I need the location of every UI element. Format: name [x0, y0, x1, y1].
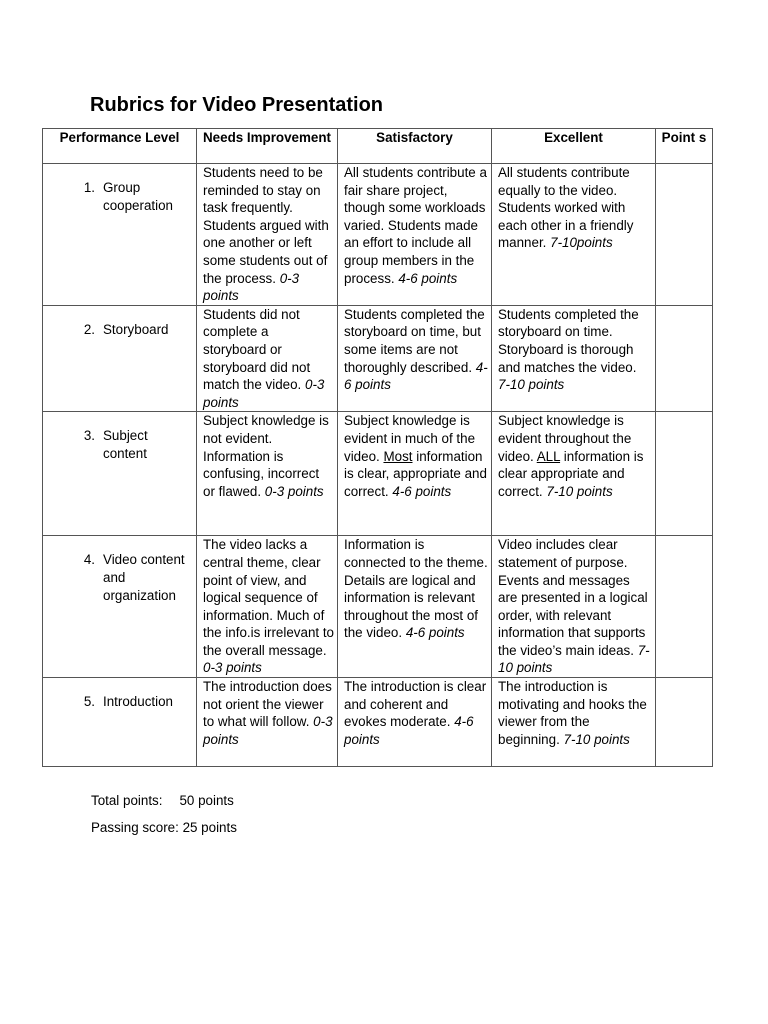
performance-level-name: Video content and organization — [103, 552, 185, 603]
row-number: 5. — [83, 694, 95, 710]
rubric-table — [42, 128, 713, 767]
criteria-text: Students completed the storyboard on time, but some items are not thoroughly described. — [344, 306, 485, 375]
passing-score — [91, 819, 237, 837]
excellent-cell — [492, 678, 656, 767]
performance-level-cell — [43, 412, 197, 536]
points-range: 0-3 points — [203, 714, 333, 747]
needs-improvement-cell — [197, 678, 338, 767]
excellent-cell — [492, 412, 656, 536]
points-range: 7-10 points — [546, 483, 613, 499]
total-points — [91, 792, 234, 810]
points-range: 0-3 points — [264, 483, 324, 499]
page-title: Rubrics for Video Presentation — [90, 94, 384, 116]
criteria-text: information is clear, appropriate and correct. — [344, 448, 487, 499]
total-points-value: 50 points — [179, 793, 234, 808]
criteria-text: The video lacks a central theme, clear point of view, and logical sequence of information. Much of the info.is irrelevant to the overall message. — [203, 537, 334, 658]
needs-improvement-cell — [197, 536, 338, 678]
points-cell[interactable] — [656, 678, 713, 767]
criteria-text: Video includes clear statement of purpose. Events and messages are presented in a logical order, with relevant information that supports the video’s main ideas. — [498, 537, 648, 658]
total-points-label: Total points: — [91, 793, 163, 808]
performance-level-cell — [43, 305, 197, 412]
points-cell[interactable] — [656, 412, 713, 536]
criteria-text: information is clear appropriate and correct. — [498, 448, 644, 499]
row-number: 1. — [83, 180, 95, 195]
satisfactory-cell — [338, 678, 492, 767]
needs-improvement-cell — [197, 412, 338, 536]
emphasis-word: ALL — [536, 448, 561, 464]
criteria-text: Students did not complete a storyboard or storyboard did not match the video. — [203, 306, 311, 393]
satisfactory-cell — [338, 536, 492, 678]
row-number: 4. — [83, 552, 95, 568]
header-row — [43, 129, 713, 164]
points-cell[interactable] — [656, 164, 713, 306]
performance-level-cell — [43, 536, 197, 678]
criteria-text: All students contribute equally to the video. Students worked with each other in a friendly manner. — [498, 165, 634, 251]
performance-level-cell — [43, 678, 197, 767]
header-points: Point s — [656, 129, 713, 164]
points-range: 0-3 points — [203, 660, 262, 676]
points-range: 4-6 points — [398, 270, 458, 286]
points-range: 7-10points — [550, 235, 613, 251]
points-range: 0-3 points — [203, 270, 300, 304]
header-needs-improvement: Needs Improvement — [197, 129, 338, 164]
satisfactory-cell — [338, 412, 492, 536]
emphasis-word: Most — [383, 448, 413, 464]
criteria-text: Students need to be reminded to stay on task frequently. Students argued with one another or left some students out of the process. — [203, 165, 329, 286]
performance-level-name: Group cooperation — [103, 180, 173, 213]
excellent-cell — [492, 305, 656, 412]
header-satisfactory: Satisfactory — [338, 129, 492, 164]
points-range: 4-6 points — [405, 625, 465, 641]
table-row — [43, 164, 713, 306]
needs-improvement-cell — [197, 305, 338, 412]
row-number: 3. — [83, 428, 95, 444]
criteria-text: The introduction is motivating and hooks the viewer from the beginning. — [498, 679, 647, 747]
table-row — [43, 536, 713, 678]
satisfactory-cell — [338, 164, 492, 306]
excellent-cell — [492, 536, 656, 678]
points-range: 7-10 points — [563, 731, 630, 747]
performance-level-name: Introduction — [103, 694, 173, 710]
points-range: 4-6 points — [392, 483, 452, 499]
table-row — [43, 678, 713, 767]
header-performance-level: Performance Level — [43, 129, 197, 164]
satisfactory-cell — [338, 305, 492, 412]
criteria-text: Information is connected to the theme. Details are logical and information is relevant throughout the most of the video. — [344, 537, 488, 641]
table-row — [43, 305, 713, 412]
points-range: 7-10 points — [498, 377, 565, 393]
criteria-text: The introduction is clear and coherent and evokes moderate. — [344, 679, 487, 730]
criteria-text: The introduction does not orient the viewer to what will follow. — [203, 679, 332, 730]
points-cell[interactable] — [656, 305, 713, 412]
performance-level-name: Subject content — [103, 428, 148, 461]
performance-level-name: Storyboard — [103, 321, 169, 337]
criteria-text: Subject knowledge is evident throughout the video. — [498, 413, 632, 464]
points-range: 4-6 points — [344, 359, 488, 393]
criteria-text: All students contribute a fair share project, though some workloads varied. Students made an effort to include all group members in the process. — [344, 165, 487, 286]
passing-score-value: 25 points — [182, 820, 237, 835]
header-excellent: Excellent — [492, 129, 656, 164]
points-range: 0-3 points — [203, 377, 325, 410]
criteria-text: Subject knowledge is not evident. Information is confusing, incorrect or flawed. — [203, 413, 329, 499]
excellent-cell — [492, 164, 656, 306]
points-cell[interactable] — [656, 536, 713, 678]
performance-level-cell — [43, 164, 197, 306]
points-range: 7-10 points — [498, 642, 650, 676]
row-number: 2. — [83, 321, 95, 337]
criteria-text: Students completed the storyboard on time. Storyboard is thorough and matches the video. — [498, 306, 639, 375]
table-row — [43, 412, 713, 536]
criteria-text: Subject knowledge is evident in much of the video. — [344, 413, 476, 464]
needs-improvement-cell — [197, 164, 338, 306]
points-range: 4-6 points — [344, 714, 474, 747]
passing-score-label: Passing score: — [91, 820, 179, 835]
